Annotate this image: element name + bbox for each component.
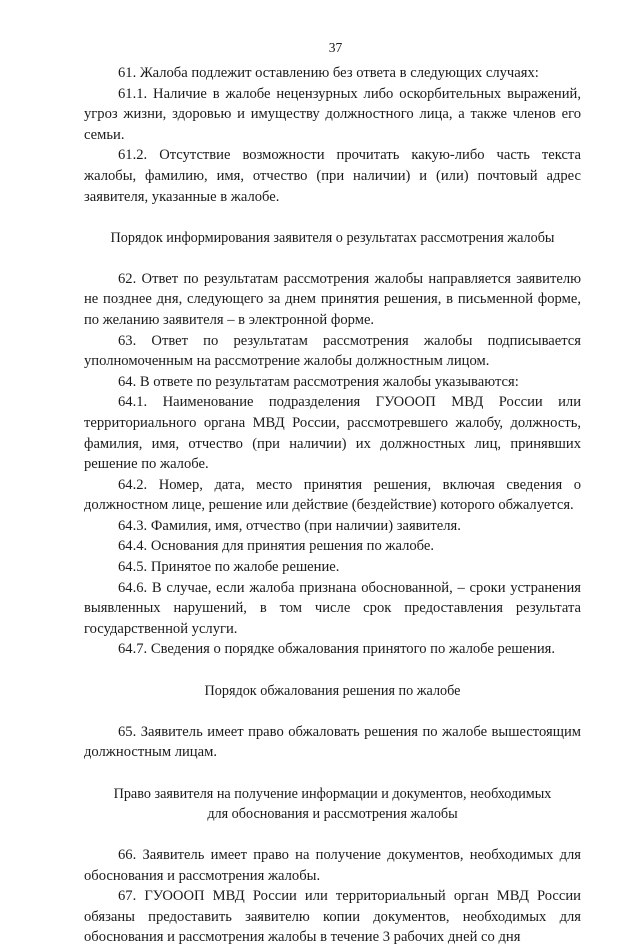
section-heading-rights-line-1: Право заявителя на получение информации и документов, необходимых: [113, 785, 552, 802]
page-number: 37: [328, 40, 343, 55]
paragraph-61: 61. Жалоба подлежит оставлению без ответа в следующих случаях:: [118, 65, 539, 81]
paragraph-64-4: 64.4. Основания для принятия решения по жалобе.: [118, 538, 435, 555]
paragraph-64-5: 64.5. Принятое по жалобе решение.: [118, 559, 340, 576]
paragraph-64-6: 64.6. В случае, если жалоба признана обоснованной, – сроки устранения выявленных нарушений, в том числе срок предоставления результата государственной услуги.: [84, 579, 581, 637]
paragraph-65: 65. Заявитель имеет право обжаловать решения по жалобе вышестоящим должностным лицам.: [84, 723, 581, 761]
section-heading-informing: Порядок информирования заявителя о результатах рассмотрения жалобы: [110, 230, 555, 247]
paragraph-62: 62. Ответ по результатам рассмотрения жалобы направляется заявителю не позднее дня, следующего за днем принятия решения, в письменной форме, по желанию заявителя – в электронной форме.: [84, 270, 581, 328]
paragraph-61-2: 61.2. Отсутствие возможности прочитать какую-либо часть текста жалобы, фамилию, имя, отчество (при наличии) и (или) почтовый адрес заявителя, указанные в жалобе.: [84, 147, 581, 205]
paragraph-64-1: 64.1. Наименование подразделения ГУОООП МВД России или территориального органа МВД России, рассмотревшего жалобу, должность, фамилия, имя, отчество (при наличии) их должностных лиц, принявших решение по жалобе.: [84, 394, 581, 473]
paragraph-63: 63. Ответ по результатам рассмотрения жалобы подписывается уполномоченным на рассмотрение жалобы должностным лицом.: [84, 332, 581, 370]
paragraph-64: 64. В ответе по результатам рассмотрения жалобы указываются:: [118, 373, 519, 390]
paragraph-64-2: 64.2. Номер, дата, место принятия решения, включая сведения о должностном лице, решение или действие (бездействие) которого обжалуется.: [84, 476, 581, 514]
paragraph-64-3: 64.3. Фамилия, имя, отчество (при наличии) заявителя.: [118, 517, 461, 534]
paragraph-67: 67. ГУОООП МВД России или территориальный орган МВД России обязаны предоставить заявителю копии документов, необходимых для обоснования и рассмотрения жалобы в течение 3 рабочих дней со дня: [84, 888, 581, 946]
paragraph-66: 66. Заявитель имеет право на получение документов, необходимых для обоснования и рассмотрения жалобы.: [84, 847, 581, 884]
paragraph-64-7: 64.7. Сведения о порядке обжалования принятого по жалобе решения.: [118, 641, 556, 658]
section-heading-rights-line-2: для обоснования и рассмотрения жалобы: [207, 806, 458, 823]
section-heading-rights: [84, 784, 581, 825]
section-heading-appeal: Порядок обжалования решения по жалобе: [204, 683, 461, 700]
paragraph-61-1: 61.1. Наличие в жалобе нецензурных либо оскорбительных выражений, угроз жизни, здоровью и имуществу должностного лица, а также членов его семьи.: [84, 85, 581, 143]
